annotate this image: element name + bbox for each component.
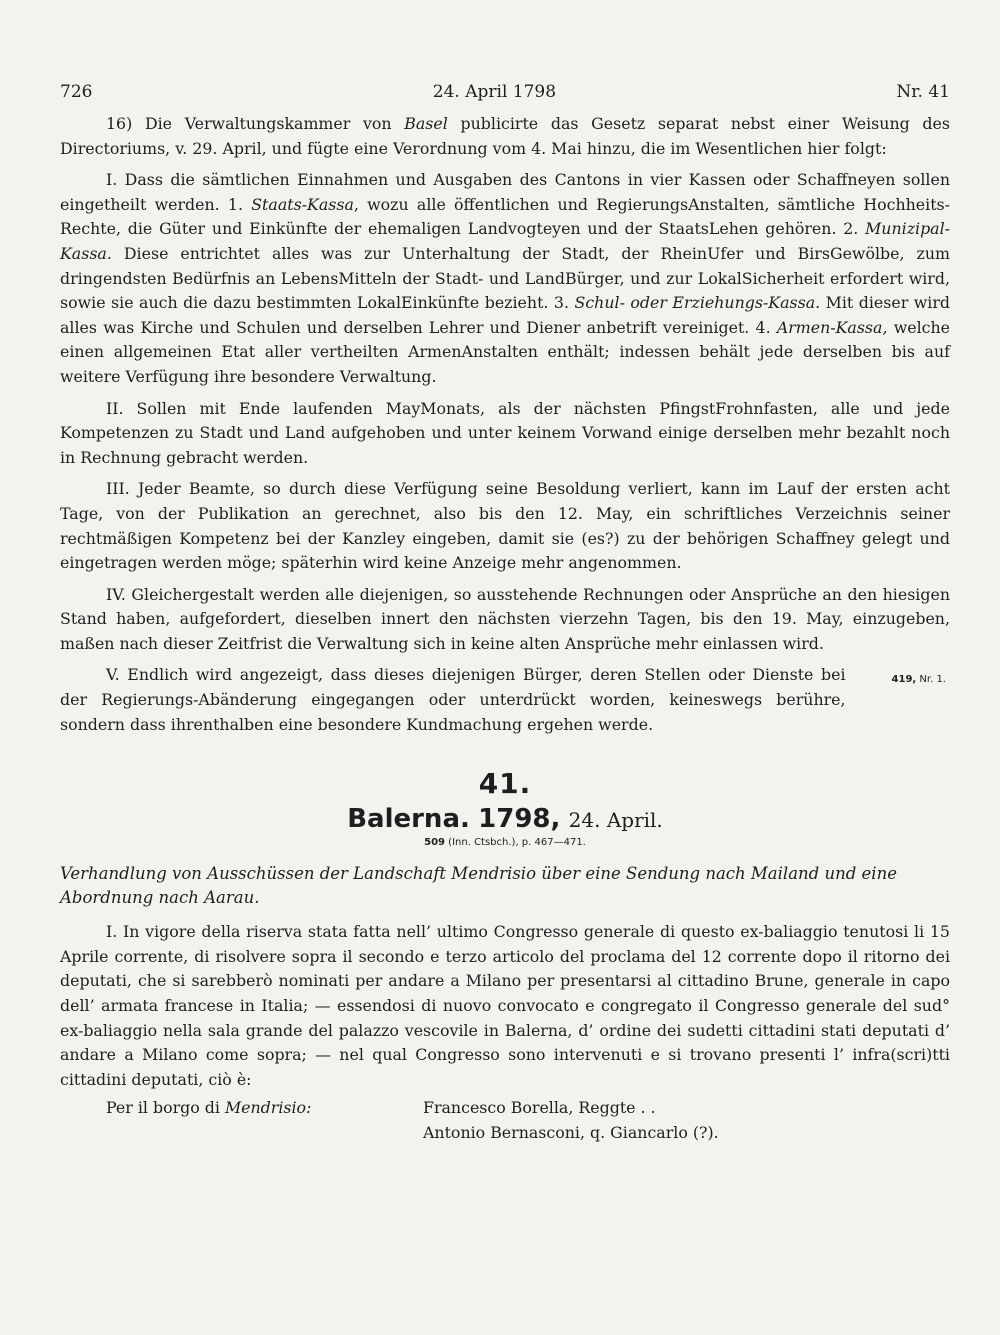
signatory-name: Francesco Borella, Reggte . .: [423, 1098, 656, 1118]
document-source: 509 (Inn. Ctsbch.), p. 467—471.: [424, 837, 586, 849]
paragraph-I: I. Dass die sämtlichen Einnahmen und Ausgaben des Cantons in vier Kassen oder Schaffneyen sollen eingetheilt werden. 1. Staats-Kassa, wozu alle öffentlichen und RegierungsAnstalten, sämtliche Hochheits-Rechte, die Güter und Einkünfte der ehemaligen Landvogteyen und der StaatsLehen gehören. 2. Munizipal-Kassa. Diese entrichtet alles was zur Unterhaltung der Stadt, der RheinUfer und BirsGewölbe, zum dringendsten Bedürfnis an LebensMitteln der Stadt- und LandBürger, und zur LokalSicherheit erfordert wird, sowie sie auch die dazu bestimmten LokalEinkünfte bezieht. 3. Schul- oder Erziehungs-Kassa. Mit dieser wird alles was Kirche und Schulen und derselben Lehrer und Diener anbetrift vereiniget. 4. Armen-Kassa, welche einen allgemeinen Etat aller vertheilten ArmenAnstalten enthält; indessen behält jede derselben bis auf weitere Verfügung ihre besondere Verwaltung.: [60, 170, 950, 386]
paragraph-V: 419, Nr. 1. V. Endlich wird angezeigt, dass dieses diejenigen Bürger, deren Stellen oder Dienste bei der Regierungs-Abänderung eingegangen oder unterdrückt worden, keineswegs berühre, sondern dass ihrenthalben eine besondere Kundmachung ergehen werde.: [60, 665, 946, 734]
document-place-date: [60, 804, 950, 834]
document-body: I. In vigore della riserva stata fatta nell’ ultimo Congresso generale di questo ex-baliaggio tenutosi li 15 Aprile corrente, di risolvere sopra il secondo e terzo articolo del proclama del 12 corrente dopo il ritorno dei deputati, che si sarebberò nominati per andare a Milano per presentarsi al cittadino Brune, generale in capo dell’ armata francese in Italia; — essendosi di nuovo convocato e congregato il Congresso generale del sud° ex-baliaggio nella sala grande del palazzo vescovile in Balerna, d’ ordine dei sudetti cittadini stati deputati d’ andare a Milano come sopra; — nel qual Congresso sono intervenuti e si trovano presenti l’ infra(scri)tti cittadini deputati, ciò è:: [60, 922, 950, 1089]
document-number: 41.: [478, 767, 532, 801]
document-year: 1798,: [478, 804, 561, 835]
running-head: [60, 82, 950, 102]
signatory-label: Per il borgo di Mendrisio:: [106, 1098, 312, 1118]
document-date: 24. April.: [568, 808, 663, 833]
paragraph-III: III. Jeder Beamte, so durch diese Verfügung seine Besoldung verliert, kann im Lauf der ersten acht Tage, von der Publikation an gerechnet, also bis den 12. May, ein schriftliches Verzeichnis seiner rechtmäßigen Kompetenz bei der Kanzley eingeben, damit sie (es?) zu der behörigen Schaffney gelegt und eingetragen werden möge; späterhin wird keine Anzeige mehr angenommen.: [60, 479, 950, 573]
header-date: 24. April 1798: [432, 82, 557, 102]
page-number: 726: [60, 82, 93, 102]
signatories: [60, 1096, 950, 1145]
paragraph-IV: IV. Gleichergestalt werden alle diejenigen, so ausstehende Rechnungen oder Ansprüche an den hiesigen Stand haben, aufgefordert, dieselben innert den nächsten vierzehn Tagen, bis den 19. May, einzugeben, maßen nach dieser Zeitfrist die Verwaltung sich in keine alten Ansprüche mehr einlassen wird.: [60, 584, 950, 653]
source-reference: 419, Nr. 1.: [891, 674, 946, 686]
document-page: [60, 82, 950, 1146]
document-place: Balerna.: [347, 804, 470, 835]
header-doc-ref: Nr. 41: [896, 82, 950, 102]
paragraph-II: II. Sollen mit Ende laufenden MayMonats, als der nächsten PfingstFrohnfasten, alle und jede Kompetenzen zu Stadt und Land aufgehoben und unter keinem Vorwand einige derselben mehr bezahlt noch in Rechnung gebracht werden.: [60, 398, 950, 467]
document-title: Verhandlung von Ausschüssen der Landschaft Mendrisio über eine Sendung nach Mailand und eine Abordnung nach Aarau.: [60, 864, 897, 908]
signatory-name: Antonio Bernasconi, q. Giancarlo (?).: [423, 1123, 719, 1142]
paragraph-16-intro: 16) Die Verwaltungskammer von Basel publicirte das Gesetz separat nebst einer Weisung des Directoriums, v. 29. April, und fügte eine Verordnung vom 4. Mai hinzu, die im Wesentlichen hier folgt:: [60, 114, 951, 158]
